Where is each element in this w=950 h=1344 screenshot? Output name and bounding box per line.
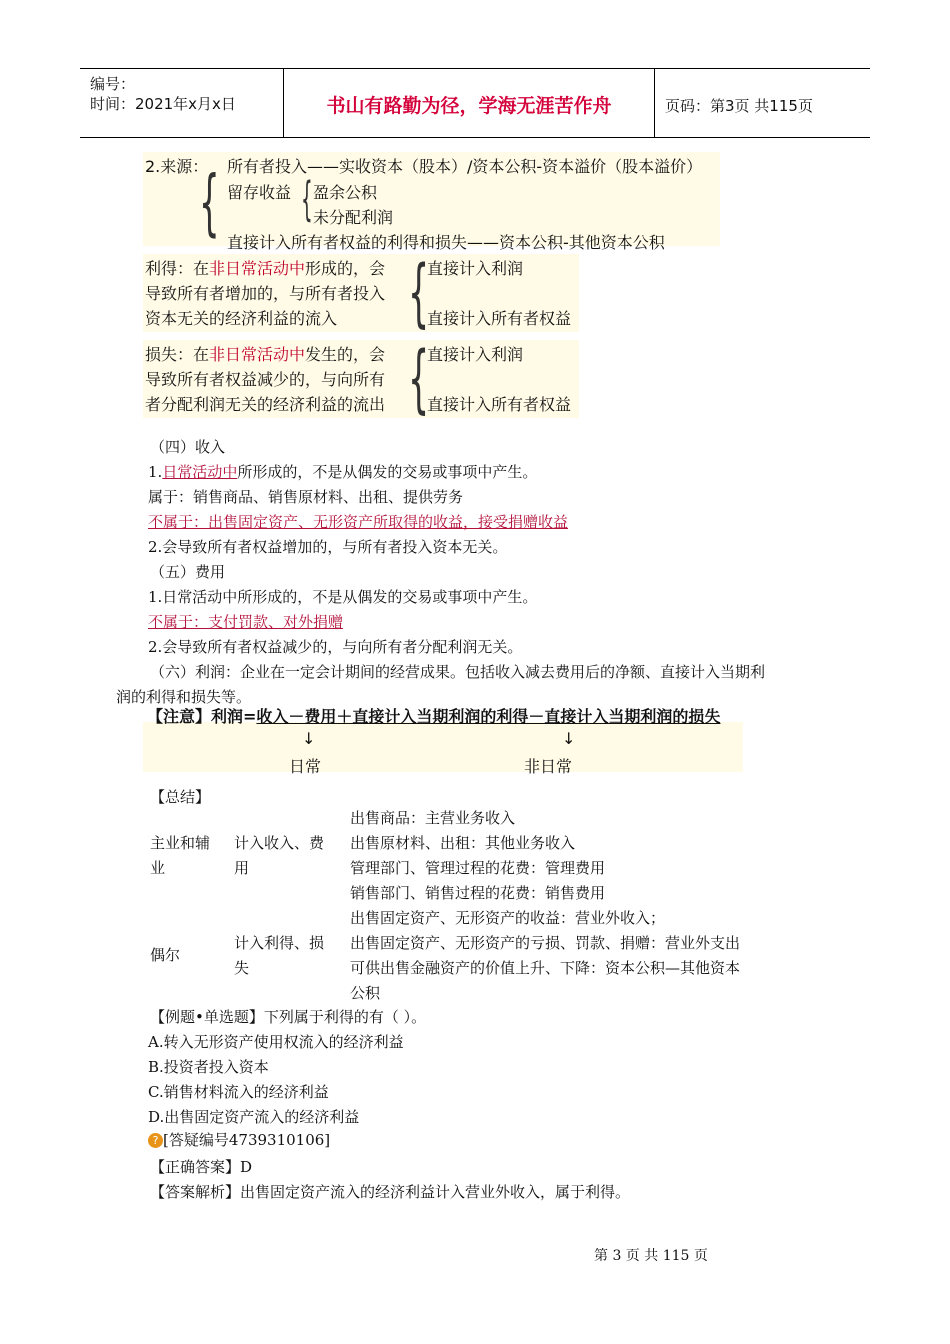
revenue-point-2: 2.会导致所有者权益增加的，与所有者投入资本无关。	[148, 538, 508, 556]
note-formula: 收入－费用＋直接计入当期利润的利得－直接计入当期利润的损失	[256, 707, 721, 726]
correct-answer: 【正确答案】D	[150, 1158, 253, 1176]
source-line-1: 所有者投入——实收资本（股本）/资本公积-资本溢价（股本溢价）	[227, 157, 703, 176]
option-c: C.销售材料流入的经济利益	[148, 1083, 329, 1101]
option-b: B.投资者投入资本	[148, 1058, 269, 1076]
gains-right-2: 直接计入所有者权益	[427, 309, 572, 328]
page-info: 页码：第3页 共115页	[665, 97, 813, 115]
expense-point-1: 1.日常活动中所形成的，不是从偶发的交易或事项中产生。	[148, 588, 538, 606]
summary-r1-c2: 计入收入、费 用	[234, 834, 325, 877]
gains-box	[143, 250, 579, 336]
note-daily-label: 日常	[289, 757, 322, 776]
question-mark-icon[interactable]: ?	[148, 1133, 163, 1148]
gains-line-1: 利得：在非日常活动中形成的，会	[145, 259, 386, 278]
answer-analysis: 【答案解析】出售固定资产流入的经济利益计入营业外收入，属于利得。	[150, 1183, 631, 1201]
header-motto-cell	[284, 69, 655, 137]
option-a: A.转入无形资产使用权流入的经济利益	[148, 1033, 404, 1051]
expense-point-2: 2.会导致所有者权益减少的，与向所有者分配利润无关。	[148, 638, 523, 656]
summary-r1-c1: 主业和辅 业	[150, 834, 211, 877]
losses-line-3: 者分配利润无关的经济利益的流出	[145, 395, 386, 414]
question-stem: 【例题•单选题】下列属于利得的有（ ）。	[150, 1008, 427, 1026]
gains-brace: {	[408, 250, 430, 336]
source-retained: 留存收益	[227, 183, 292, 202]
losses-line-1: 损失：在非日常活动中发生的，会	[145, 345, 386, 364]
revenue-excludes-link[interactable]: 不属于：出售固定资产、无形资产所取得的收益，接受捐赠收益	[148, 513, 569, 531]
page-footer: 第 3 页 共 115 页	[594, 1248, 708, 1264]
summary-r2-c1: 偶尔	[150, 946, 181, 964]
source-box	[143, 152, 720, 252]
page-header	[80, 68, 870, 138]
date-label: 时间：2021年x月x日	[90, 95, 236, 113]
gains-right-1: 直接计入利润	[427, 259, 524, 278]
revenue-point-1: 1.日常活动中所形成的，不是从偶发的交易或事项中产生。	[148, 463, 538, 481]
losses-line-2: 导致所有者权益减少的，与向所有	[145, 370, 386, 389]
note-formula-line	[147, 704, 720, 727]
profit-line-1: （六）利润：企业在一定会计期间的经营成果。包括收入减去费用后的净额、直接计入当期利	[150, 663, 766, 681]
qa-id-row	[148, 1129, 330, 1150]
profit-line-2: 润的利得和损失等。	[116, 688, 252, 706]
revenue-includes: 属于：销售商品、销售原材料、出租、提供劳务	[148, 488, 464, 506]
gains-line-3: 资本无关的经济利益的流入	[145, 309, 338, 328]
header-page-cell	[655, 69, 870, 137]
summary-heading: 【总结】	[150, 788, 211, 806]
note-label: 【注意】利润=	[147, 707, 257, 726]
losses-box	[143, 336, 579, 422]
header-info-cell	[80, 69, 284, 137]
option-d: D.出售固定资产流入的经济利益	[148, 1108, 360, 1126]
number-label: 编号：	[90, 75, 136, 93]
expense-excludes-link[interactable]: 不属于：支付罚款、对外捐赠	[148, 613, 344, 631]
note-box	[143, 722, 743, 772]
qa-id: [答疑编号4739310106]	[163, 1131, 331, 1149]
note-nondaily-label: 非日常	[524, 757, 573, 776]
summary-r2-c2: 计入利得、损 失	[234, 934, 325, 977]
summary-r2-c3: 出售固定资产、无形资产的收益：营业外收入； 出售固定资产、无形资产的亏损、罚款、捐赠：营业外支出 可供出售金融资产的价值上升、下降：资本公积—其他资本 公积	[350, 909, 741, 1002]
note-arrow-left: ↓	[302, 729, 316, 748]
retained-brace: {	[301, 172, 313, 226]
motto: 书山有路勤为径，学海无涯苦作舟	[326, 95, 612, 117]
source-brace: {	[199, 160, 220, 244]
losses-brace: {	[408, 336, 430, 422]
summary-r1-c3: 出售商品：主营业务收入 出售原材料、出租：其他业务收入 管理部门、管理过程的花费：管理费用 销售部门、销售过程的花费：销售费用	[350, 809, 606, 902]
daily-activity-link[interactable]: 日常活动中	[162, 463, 238, 481]
gains-line-2: 导致所有者增加的，与所有者投入	[145, 284, 386, 303]
source-undistributed: 未分配利润	[313, 208, 394, 227]
revenue-heading: （四）收入	[150, 438, 226, 456]
note-arrow-right: ↓	[562, 729, 576, 748]
source-title: 2.来源：	[145, 157, 209, 176]
source-line-4: 直接计入所有者权益的利得和损失——资本公积-其他资本公积	[227, 233, 665, 252]
source-surplus: 盈余公积	[313, 183, 378, 202]
losses-right-1: 直接计入利润	[427, 345, 524, 364]
losses-right-2: 直接计入所有者权益	[427, 395, 572, 414]
expense-heading: （五）费用	[150, 563, 226, 581]
